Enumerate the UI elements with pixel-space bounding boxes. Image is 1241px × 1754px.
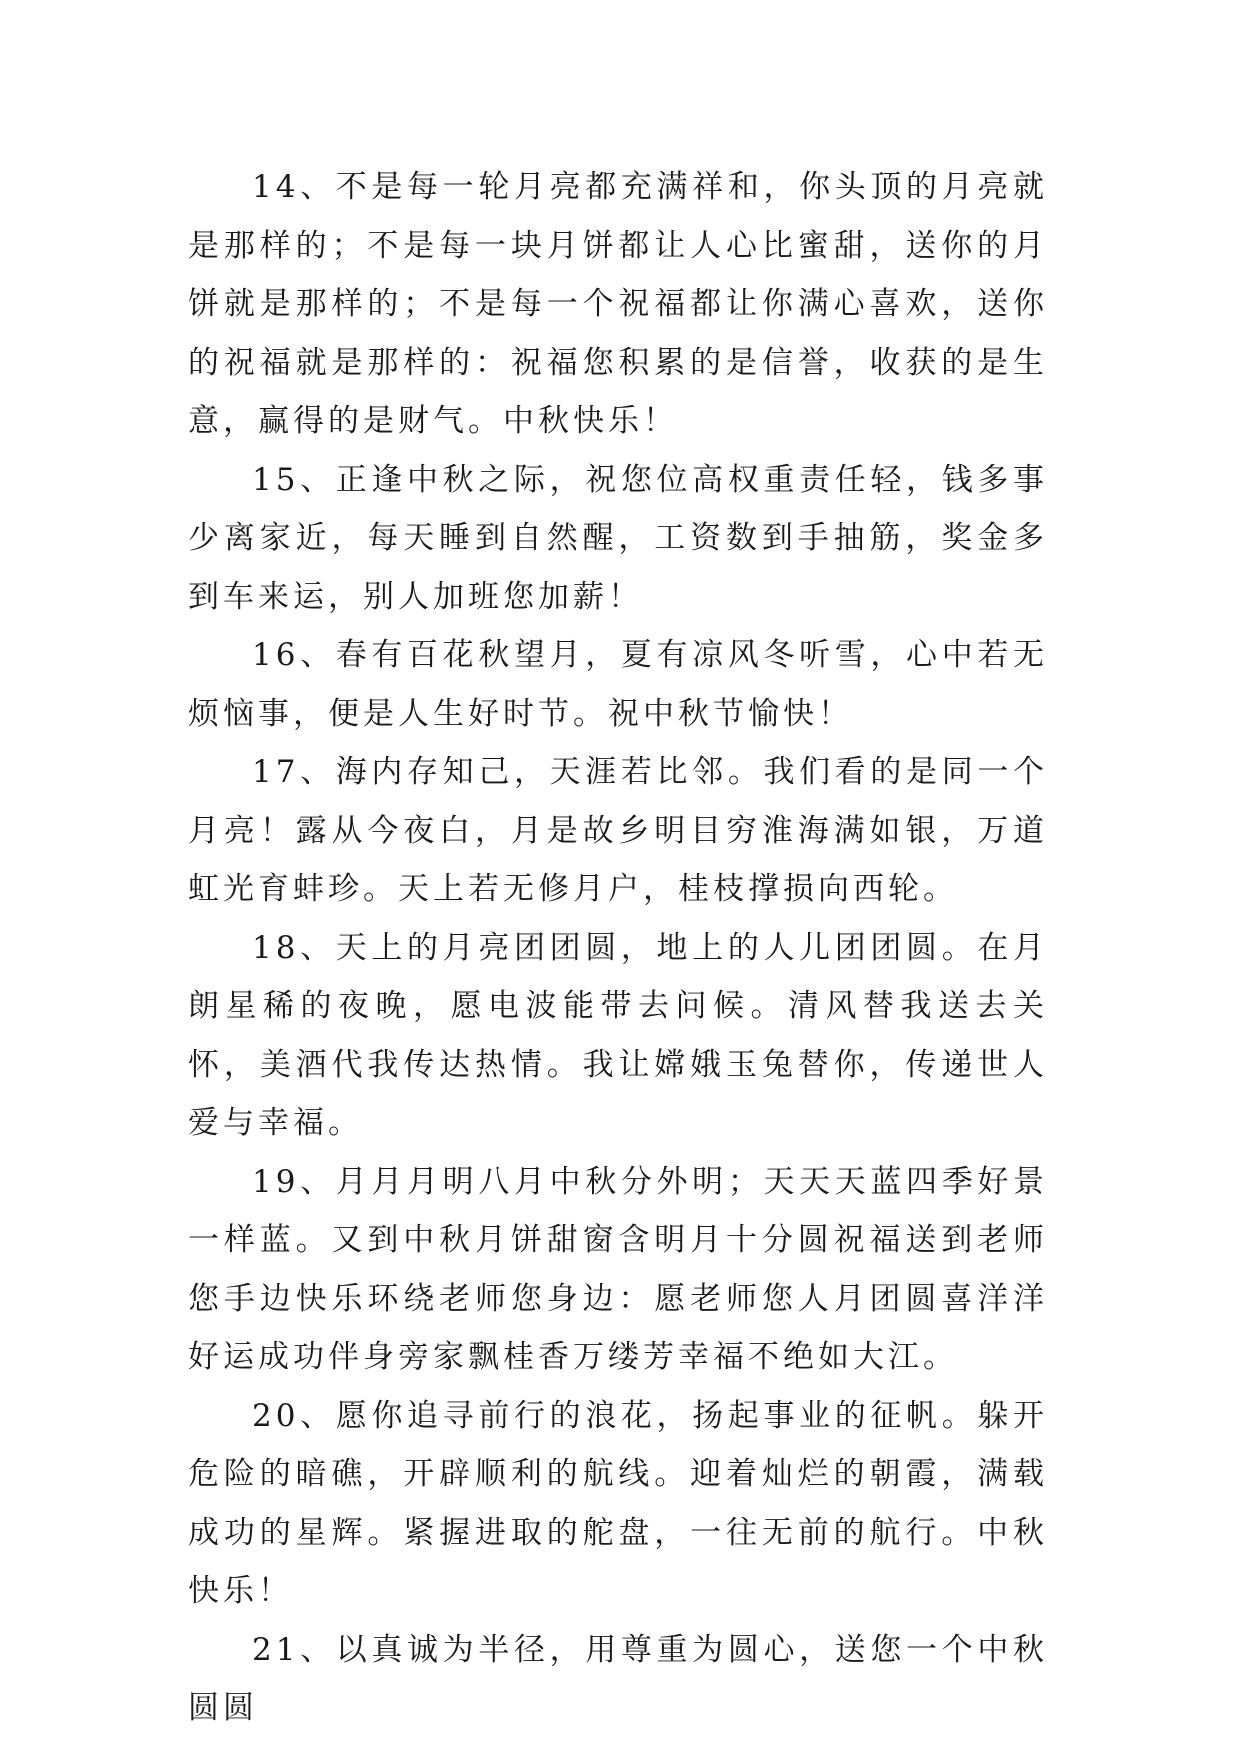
paragraph-20: 20、愿你追寻前行的浪花，扬起事业的征帆。躲开危险的暗礁，开辟顺利的航线。迎着灿烂的朝霞，满载成功的星辉。紧握进取的舵盘，一往无前的航行。中秋快乐！	[188, 1397, 1048, 1609]
paragraph-17: 17、海内存知己，天涯若比邻。我们看的是同一个月亮！露从今夜白，月是故乡明目穷淮海满如银，万道虹光育蚌珍。天上若无修月户，桂枝撑损向西轮。	[188, 754, 1048, 907]
paragraph-21: 21、以真诚为半径，用尊重为圆心，送您一个中秋圆圆	[188, 1631, 1048, 1726]
paragraph-18: 18、天上的月亮团团圆，地上的人儿团团圆。在月朗星稀的夜晚，愿电波能带去问候。清风替我送去关怀，美酒代我传达热情。我让嫦娥玉兔替你，传递世人爱与幸福。	[188, 929, 1048, 1141]
paragraph-15: 15、正逢中秋之际，祝您位高权重责任轻，钱多事少离家近，每天睡到自然醒，工资数到手抽筋，奖金多到车来运，别人加班您加薪！	[188, 461, 1048, 615]
paragraph-19: 19、月月月明八月中秋分外明；天天天蓝四季好景一样蓝。又到中秋月饼甜窗含明月十分圆祝福送到老师您手边快乐环绕老师您身边：愿老师您人月团圆喜洋洋好运成功伴身旁家飘桂香万缕芳幸福不绝如大江。	[188, 1163, 1048, 1375]
paragraph-16: 16、春有百花秋望月，夏有凉风冬听雪，心中若无烦恼事，便是人生好时节。祝中秋节愉快！	[188, 637, 1048, 732]
paragraph-14: 14、不是每一轮月亮都充满祥和，你头顶的月亮就是那样的；不是每一块月饼都让人心比蜜甜，送你的月饼就是那样的；不是每一个祝福都让你满心喜欢，送你的祝福就是那样的：祝福您积累的是信誉，收获的是生意，赢得的是财气。中秋快乐！	[188, 169, 1048, 439]
document-body	[188, 158, 1048, 1738]
